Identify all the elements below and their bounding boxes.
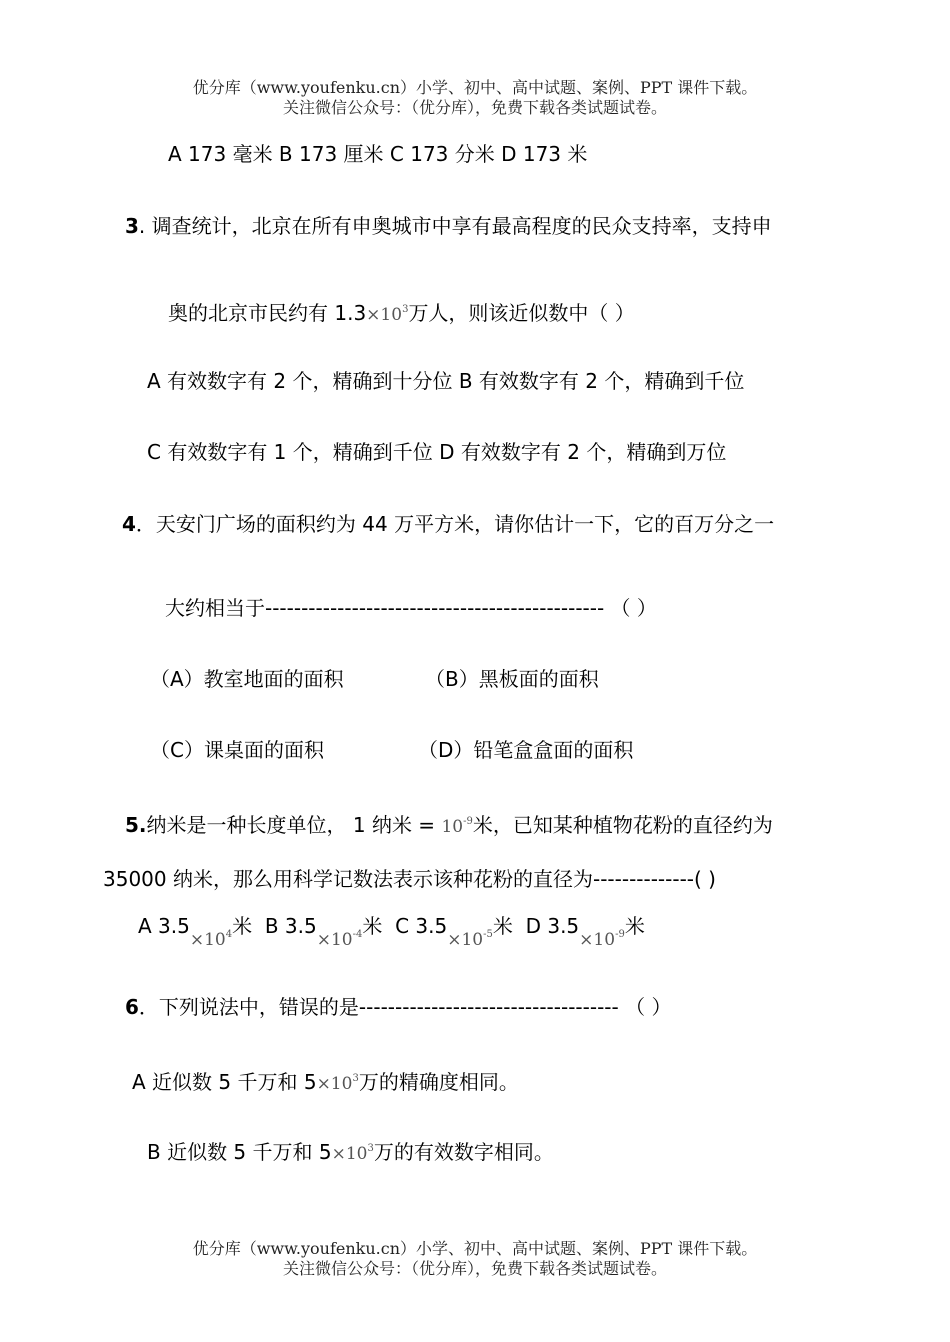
q5-number: 5. — [125, 813, 147, 837]
q3-text-2b: 万人，则该近似数中（ ） — [408, 301, 635, 325]
q4-line-1 — [122, 511, 774, 537]
q4-option-c: （C）课桌面的面积 — [150, 738, 324, 762]
q4-line-2: 大约相当于----------------------------------------------- （ ） — [165, 596, 657, 620]
q6-option-a: A 近似数 5 千万和 $5\times 10^3$万的精确度相同。 — [132, 1070, 519, 1094]
q5-text-1a: 纳米是一种长度单位， 1 纳米 = — [146, 813, 442, 837]
q4-option-a: （A）教室地面的面积 — [150, 667, 344, 691]
q3-number: 3 — [125, 214, 139, 238]
q6-text: ．下列说法中，错误的是------------------------------------ （ ） — [138, 995, 672, 1019]
q3-sci: $\times 10^3$ — [366, 304, 409, 325]
q6-option-b: B 近似数 5 千万和 $5\times 10^3$万的有效数字相同。 — [147, 1140, 554, 1164]
q3-text-1: . 调查统计，北京在所有申奥城市中享有最高程度的民众支持率，支持申 — [138, 214, 772, 238]
page-footer — [0, 1239, 950, 1279]
q5-option-a: A $3.5_{\times 10^4}$米 — [138, 914, 253, 950]
footer-line-2: 关注微信公众号：（优分库），免费下载各类试题试卷。 — [282, 1259, 667, 1278]
q5-option-c: C $3.5_{\times 10^{-5}}$米 — [395, 914, 513, 950]
q4-text-1: ．天安门广场的面积约为 44 万平方米，请你估计一下，它的百万分之一 — [135, 512, 775, 536]
header-line-2: 关注微信公众号：（优分库），免费下载各类试题试卷。 — [282, 98, 667, 117]
q5-text-1b: 米，已知某种植物花粉的直径约为 — [472, 813, 773, 837]
q5-sci: $10^{-9}$ — [441, 816, 473, 837]
q3-option-a-b: A 有效数字有 2 个，精确到十分位 B 有效数字有 2 个，精确到千位 — [147, 369, 745, 393]
q2-options: A 173 毫米 B 173 厘米 C 173 分米 D 173 米 — [168, 142, 588, 166]
q5-line-2: 35000 纳米，那么用科学记数法表示该种花粉的直径为--------------( ) — [103, 867, 716, 891]
q3-line-2 — [168, 297, 635, 328]
footer-line-1: 优分库（www.youfenku.cn）小学、初中、高中试题、案例、PPT 课件下载。 — [192, 1239, 758, 1258]
q5-option-b: B $3.5_{\times 10^{-4}}$米 — [264, 914, 383, 950]
header-line-1: 优分库（www.youfenku.cn）小学、初中、高中试题、案例、PPT 课件下载。 — [192, 78, 758, 97]
q3-text-2a: 奥的北京市民约有 1.3 — [168, 301, 367, 325]
q6-number: 6 — [125, 995, 139, 1019]
q5-option-d: D $3.5_{\times 10^{-9}}$米 — [525, 914, 645, 950]
q4-number: 4 — [122, 512, 136, 536]
page-header — [0, 78, 950, 118]
q3-option-c-d: C 有效数字有 1 个，精确到千位 D 有效数字有 2 个，精确到万位 — [147, 440, 727, 464]
q4-option-b: （B）黑板面的面积 — [425, 667, 599, 691]
q6-line-1 — [125, 994, 671, 1020]
q4-option-d: （D）铅笔盒盒面的面积 — [418, 738, 634, 762]
q5-line-1 — [125, 809, 773, 840]
q5-options — [138, 910, 645, 950]
q3-line-1 — [125, 213, 772, 239]
